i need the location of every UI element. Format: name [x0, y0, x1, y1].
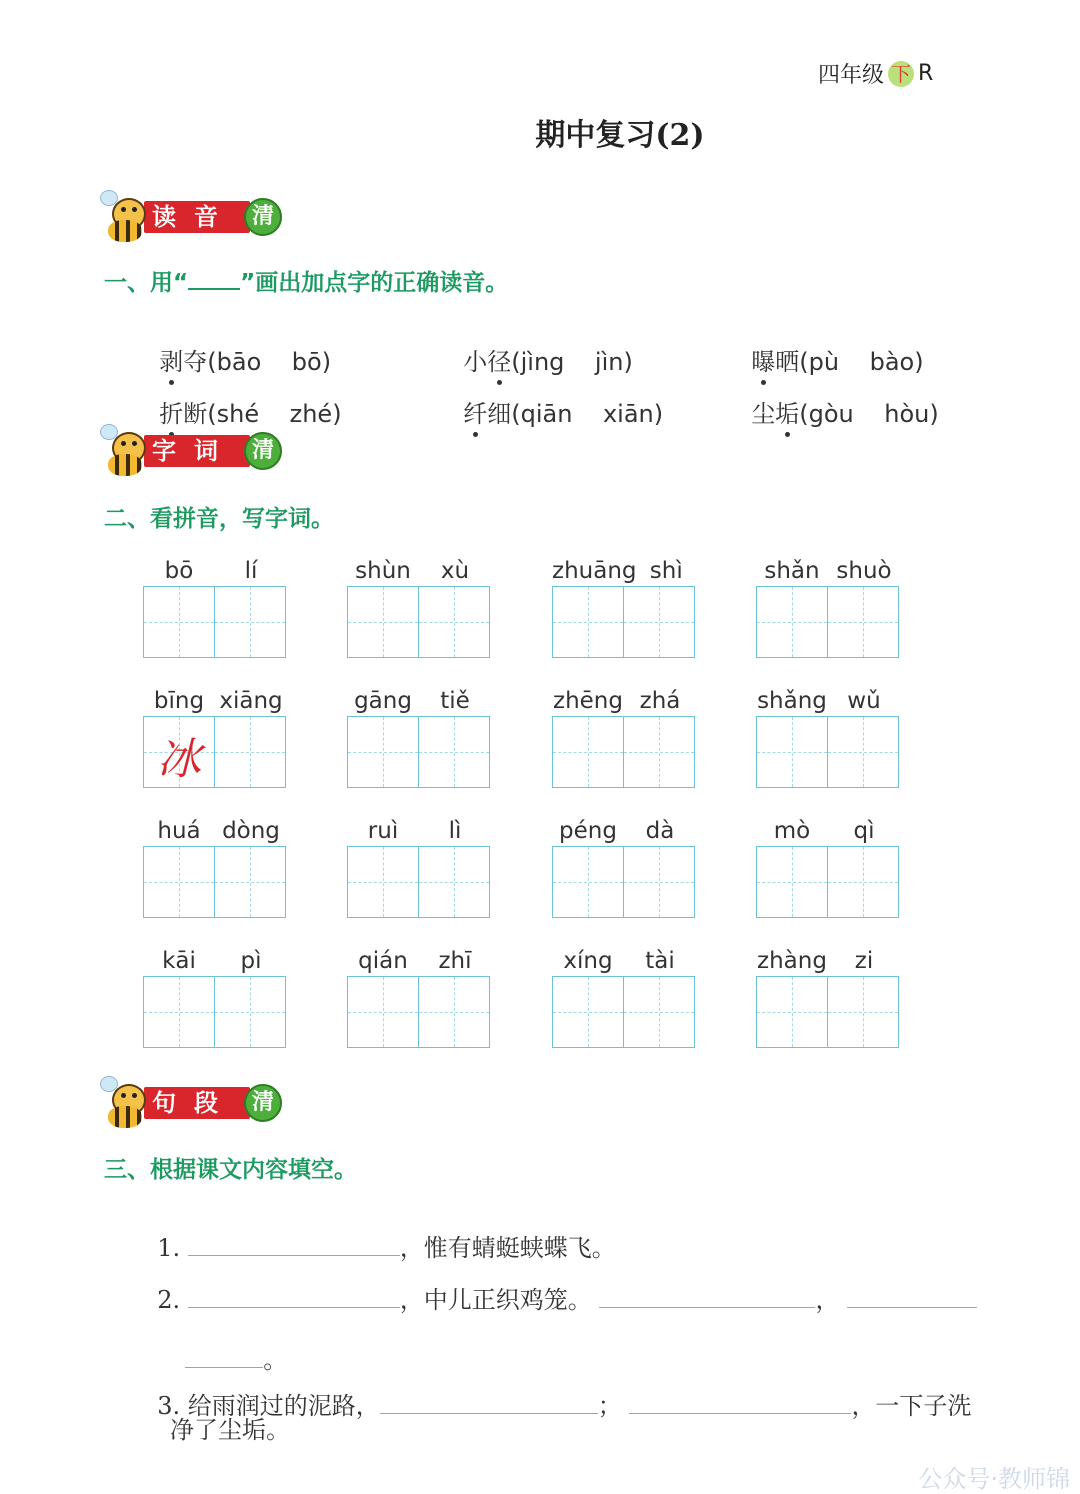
dotted-char: 垢	[775, 394, 799, 429]
question-3-heading: 三、根据课文内容填空。	[104, 1157, 357, 1183]
writing-cells	[347, 976, 490, 1048]
pinyin-syllable: kāi	[162, 948, 196, 974]
item-number: 2.	[157, 1286, 181, 1314]
writing-cells	[347, 586, 490, 658]
dotted-char: 剥	[159, 342, 183, 377]
pinyin-row	[552, 684, 696, 714]
writing-cell[interactable]	[553, 977, 624, 1047]
word-box	[347, 554, 491, 658]
writing-cell[interactable]	[144, 977, 215, 1047]
writing-cell[interactable]	[828, 587, 898, 657]
writing-cell[interactable]	[553, 717, 624, 787]
char: 小	[463, 348, 488, 376]
banner-label: 字词	[144, 435, 250, 467]
punctuation: ；	[597, 1392, 622, 1420]
grade-suffix: R	[918, 61, 934, 86]
fill-item-2	[142, 1252, 977, 1315]
writing-cells	[347, 716, 490, 788]
pinyin-syllable: zhēng	[553, 688, 623, 714]
pinyin-options: (shé zhé)	[207, 400, 342, 428]
writing-cell[interactable]	[215, 717, 285, 787]
pinyin-syllable: bīng	[153, 688, 205, 714]
char: 夺	[183, 348, 208, 376]
writing-cells	[143, 716, 286, 788]
writing-cell[interactable]	[419, 717, 489, 787]
writing-cell[interactable]	[215, 847, 285, 917]
dotted-char: 折	[159, 394, 183, 429]
pinyin-row	[756, 944, 900, 974]
word-box	[347, 814, 491, 918]
word-box	[756, 944, 900, 1048]
pinyin-options: (bāo bō)	[207, 348, 332, 376]
pinyin-syllable: zhàng	[757, 948, 827, 974]
dotted-char: 纤	[463, 394, 487, 429]
writing-cells	[552, 716, 695, 788]
reading-item[interactable]	[448, 366, 663, 429]
underline-sample	[188, 272, 240, 290]
section-banner-sentences	[100, 1076, 282, 1130]
writing-cell[interactable]	[828, 717, 898, 787]
writing-cell[interactable]	[215, 977, 285, 1047]
pinyin-row	[756, 554, 900, 584]
writing-cell[interactable]	[553, 587, 624, 657]
clear-badge-icon: 清	[244, 198, 282, 236]
writing-cells	[143, 586, 286, 658]
writing-cell[interactable]	[348, 847, 419, 917]
writing-cells	[756, 846, 899, 918]
writing-cell[interactable]	[624, 717, 694, 787]
question-1-heading	[104, 264, 508, 297]
clear-badge-icon: 清	[244, 1084, 282, 1122]
word-box	[347, 944, 491, 1048]
writing-cells	[552, 976, 695, 1048]
answer-blank[interactable]	[380, 1389, 598, 1414]
word-box	[552, 684, 696, 788]
writing-cell[interactable]	[419, 847, 489, 917]
grade-circle: 下	[888, 61, 914, 87]
pinyin-syllable: pì	[240, 948, 262, 974]
writing-cells	[143, 976, 286, 1048]
pinyin-options: (qiān xiān)	[511, 400, 664, 428]
pinyin-syllable: qì	[853, 818, 875, 844]
pinyin-row	[552, 554, 696, 584]
heading-text: ”画出加点字的正确读音。	[240, 270, 509, 296]
item-text: ，惟有蜻蜓蛱蝶飞。	[399, 1234, 616, 1262]
writing-cells	[347, 846, 490, 918]
grade-prefix: 四年级	[818, 63, 885, 88]
word-box	[143, 944, 287, 1048]
pinyin-syllable: shǎng	[757, 688, 827, 714]
pinyin-syllable: xiāng	[219, 688, 283, 714]
writing-cell[interactable]	[348, 977, 419, 1047]
pinyin-syllable: tiě	[440, 688, 470, 714]
word-box	[552, 554, 696, 658]
word-box	[143, 684, 287, 788]
heading-text: 一、用“	[104, 270, 189, 296]
writing-cell[interactable]	[624, 847, 694, 917]
word-box	[347, 684, 491, 788]
pinyin-syllable: dà	[645, 818, 675, 844]
pinyin-syllable: ruì	[367, 818, 399, 844]
dotted-char: 曝	[751, 342, 775, 377]
word-box	[552, 944, 696, 1048]
pinyin-syllable: tài	[645, 948, 675, 974]
answer-blank[interactable]	[629, 1389, 851, 1414]
writing-cell[interactable]	[828, 977, 898, 1047]
pinyin-row	[347, 814, 491, 844]
pinyin-syllable: shùn	[355, 558, 411, 584]
writing-cells	[756, 716, 899, 788]
punctuation: ，	[815, 1286, 840, 1314]
pinyin-options: (pù bào)	[799, 348, 924, 376]
writing-cell[interactable]	[624, 587, 694, 657]
answer-blank[interactable]	[188, 1283, 400, 1308]
item-text: 3. 给雨润过的泥路，	[157, 1392, 380, 1420]
section-banner-words	[100, 424, 282, 478]
pinyin-syllable: qián	[358, 948, 408, 974]
pinyin-syllable: zi	[854, 948, 874, 974]
char: 尘	[751, 400, 776, 428]
punctuation: 。	[263, 1346, 288, 1374]
writing-cells	[552, 846, 695, 918]
pinyin-syllable: shuò	[836, 558, 892, 584]
writing-cell[interactable]	[144, 847, 215, 917]
item-number: 1.	[157, 1234, 181, 1262]
bee-mascot-icon	[100, 1076, 150, 1130]
pinyin-row	[347, 684, 491, 714]
banner-label: 句段	[144, 1087, 250, 1119]
pinyin-syllable: lì	[448, 818, 462, 844]
writing-cell[interactable]	[144, 587, 215, 657]
writing-cells	[552, 586, 695, 658]
word-box	[756, 554, 900, 658]
pinyin-syllable: zhī	[438, 948, 472, 974]
writing-cell[interactable]	[553, 847, 624, 917]
pinyin-row	[756, 814, 900, 844]
question-2-heading: 二、看拼音，写字词。	[104, 506, 334, 532]
pinyin-syllable: mò	[773, 818, 811, 844]
char: 细	[487, 400, 512, 428]
writing-cells	[756, 586, 899, 658]
pinyin-syllable: huá	[157, 818, 201, 844]
item-text: ，一下子洗	[851, 1392, 972, 1420]
pinyin-row	[143, 684, 287, 714]
writing-cell[interactable]	[757, 717, 828, 787]
pinyin-row	[143, 944, 287, 974]
pinyin-syllable: gāng	[354, 688, 412, 714]
word-box	[756, 684, 900, 788]
pinyin-syllable: zhuāng	[552, 558, 637, 584]
writing-cell[interactable]	[757, 977, 828, 1047]
pinyin-row	[756, 684, 900, 714]
pinyin-row	[347, 944, 491, 974]
pinyin-syllable: xù	[440, 558, 470, 584]
dotted-char: 径	[487, 342, 511, 377]
pinyin-syllable: shǎn	[764, 558, 820, 584]
pinyin-syllable: lí	[244, 558, 258, 584]
answer-blank[interactable]	[847, 1283, 977, 1308]
pinyin-syllable: wǔ	[847, 688, 881, 714]
bee-mascot-icon	[100, 190, 150, 244]
writing-cell[interactable]	[348, 587, 419, 657]
watermark: 公众号·教师锦	[918, 1465, 1070, 1493]
reading-item[interactable]	[144, 366, 342, 429]
grade-label	[818, 58, 933, 89]
section-banner-reading	[100, 190, 282, 244]
writing-cells	[143, 846, 286, 918]
char: 晒	[775, 348, 800, 376]
writing-cells	[756, 976, 899, 1048]
pinyin-syllable: péng	[559, 818, 617, 844]
pinyin-row	[143, 814, 287, 844]
pinyin-options: (jìng jìn)	[511, 348, 633, 376]
writing-cell[interactable]	[144, 717, 215, 787]
writing-cell[interactable]	[419, 977, 489, 1047]
writing-cell[interactable]	[757, 847, 828, 917]
reading-item[interactable]	[736, 366, 939, 429]
pinyin-syllable: xíng	[563, 948, 613, 974]
writing-cell[interactable]	[757, 587, 828, 657]
pinyin-options: (gòu hòu)	[799, 400, 939, 428]
banner-label: 读音	[144, 201, 250, 233]
writing-cell[interactable]	[828, 847, 898, 917]
writing-cell[interactable]	[215, 587, 285, 657]
fill-item-3-cont: 净了尘垢。	[170, 1416, 290, 1444]
clear-badge-icon: 清	[244, 432, 282, 470]
pinyin-syllable: bō	[164, 558, 194, 584]
page-title: 期中复习(2)	[535, 118, 705, 153]
pinyin-syllable: dòng	[222, 818, 280, 844]
pinyin-row	[143, 554, 287, 584]
writing-cell[interactable]	[348, 717, 419, 787]
pinyin-row	[552, 944, 696, 974]
writing-cell[interactable]	[419, 587, 489, 657]
char: 断	[183, 400, 208, 428]
word-box	[756, 814, 900, 918]
word-box	[552, 814, 696, 918]
writing-cell[interactable]	[624, 977, 694, 1047]
word-box	[143, 554, 287, 658]
pinyin-syllable: zhá	[639, 688, 681, 714]
pinyin-row	[347, 554, 491, 584]
item-text: ，中儿正织鸡笼。	[399, 1286, 592, 1314]
word-box	[143, 814, 287, 918]
pinyin-syllable: shì	[649, 558, 683, 584]
pinyin-row	[552, 814, 696, 844]
handwritten-char: 冰	[157, 734, 201, 785]
bee-mascot-icon	[100, 424, 150, 478]
answer-blank[interactable]	[599, 1283, 815, 1308]
